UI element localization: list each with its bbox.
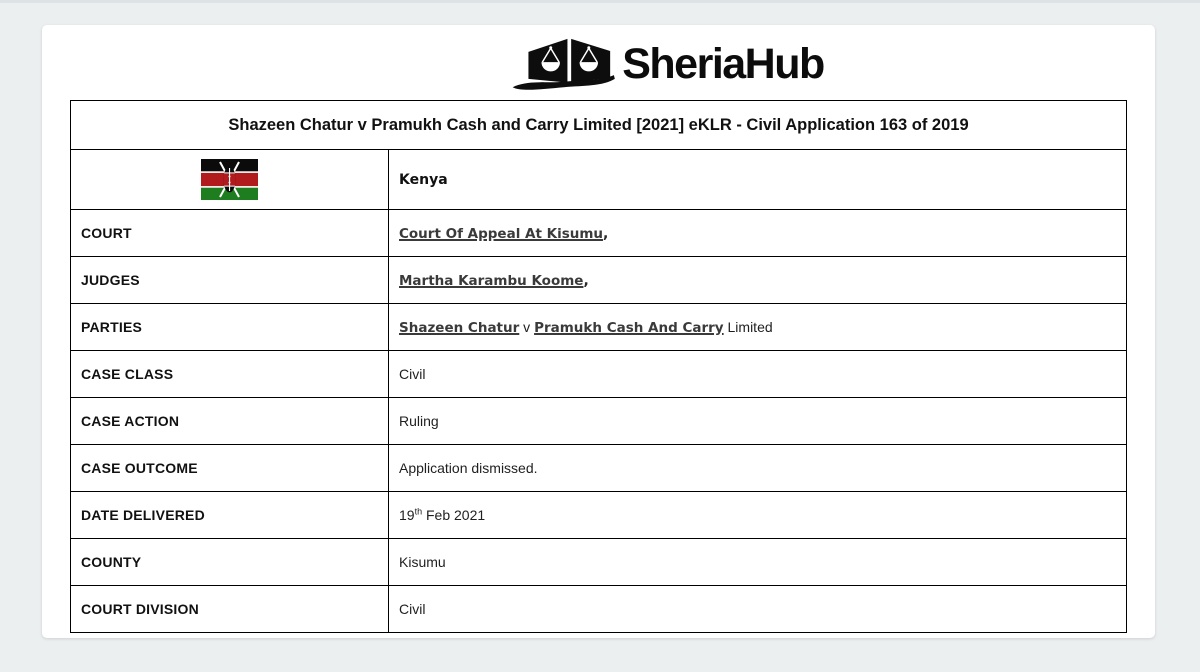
row-label: DATE DELIVERED [71, 492, 389, 539]
table-row [71, 398, 1127, 445]
row-label: CASE CLASS [71, 351, 389, 398]
value-text: Application dismissed. [399, 460, 538, 476]
row-value [389, 257, 1127, 304]
table-row [71, 445, 1127, 492]
row-value [389, 398, 1127, 445]
row-label: COURT [71, 210, 389, 257]
brand-name: SheriaHub [622, 39, 824, 88]
country-row [71, 150, 1127, 210]
table-row [71, 304, 1127, 351]
value-text: v [519, 318, 535, 335]
value-link[interactable]: Martha Karambu Koome [399, 272, 584, 289]
sheriahub-logo[interactable] [511, 37, 824, 91]
row-value [389, 445, 1127, 492]
row-value [389, 492, 1127, 539]
row-value [389, 351, 1127, 398]
table-row [71, 586, 1127, 633]
value-link[interactable]: Shazeen Chatur [399, 319, 520, 336]
row-label: PARTIES [71, 304, 389, 351]
table-row [71, 539, 1127, 586]
value-text: Civil [399, 366, 426, 382]
value-text: Kisumu [399, 554, 446, 570]
value-text: , [603, 225, 609, 242]
row-value [389, 586, 1127, 633]
logo-row [42, 25, 1155, 100]
case-details-table [70, 100, 1127, 633]
row-label: COURT DIVISION [71, 586, 389, 633]
row-label: CASE OUTCOME [71, 445, 389, 492]
flag-cell [71, 150, 389, 210]
value-text: Limited [723, 318, 773, 335]
value-link[interactable]: Court Of Appeal At Kisumu [399, 225, 604, 242]
ordinal-suffix: th [414, 506, 423, 517]
table-row [71, 351, 1127, 398]
table-row [71, 210, 1127, 257]
row-label: JUDGES [71, 257, 389, 304]
scales-of-justice-icon [511, 37, 615, 91]
page-top-edge [0, 0, 1200, 3]
value-text: Civil [399, 601, 426, 617]
value-link[interactable]: Pramukh Cash And Carry [534, 319, 724, 336]
value-text: Ruling [399, 413, 439, 429]
value-text: , [583, 272, 589, 289]
case-title-row [71, 101, 1127, 150]
row-value [389, 304, 1127, 351]
case-rows [71, 210, 1127, 633]
row-value [389, 210, 1127, 257]
table-row [71, 492, 1127, 539]
row-label: COUNTY [71, 539, 389, 586]
row-label: CASE ACTION [71, 398, 389, 445]
case-card [42, 25, 1155, 638]
case-title: Shazeen Chatur v Pramukh Cash and Carry Limited [2021] eKLR - Civil Application 163 of 2019 [71, 101, 1127, 150]
value-text: Feb 2021 [422, 507, 486, 523]
value-text: 19 [399, 507, 415, 523]
row-value [389, 539, 1127, 586]
table-row [71, 257, 1127, 304]
kenya-flag-icon [201, 171, 258, 188]
country-name: Kenya [389, 150, 1127, 210]
